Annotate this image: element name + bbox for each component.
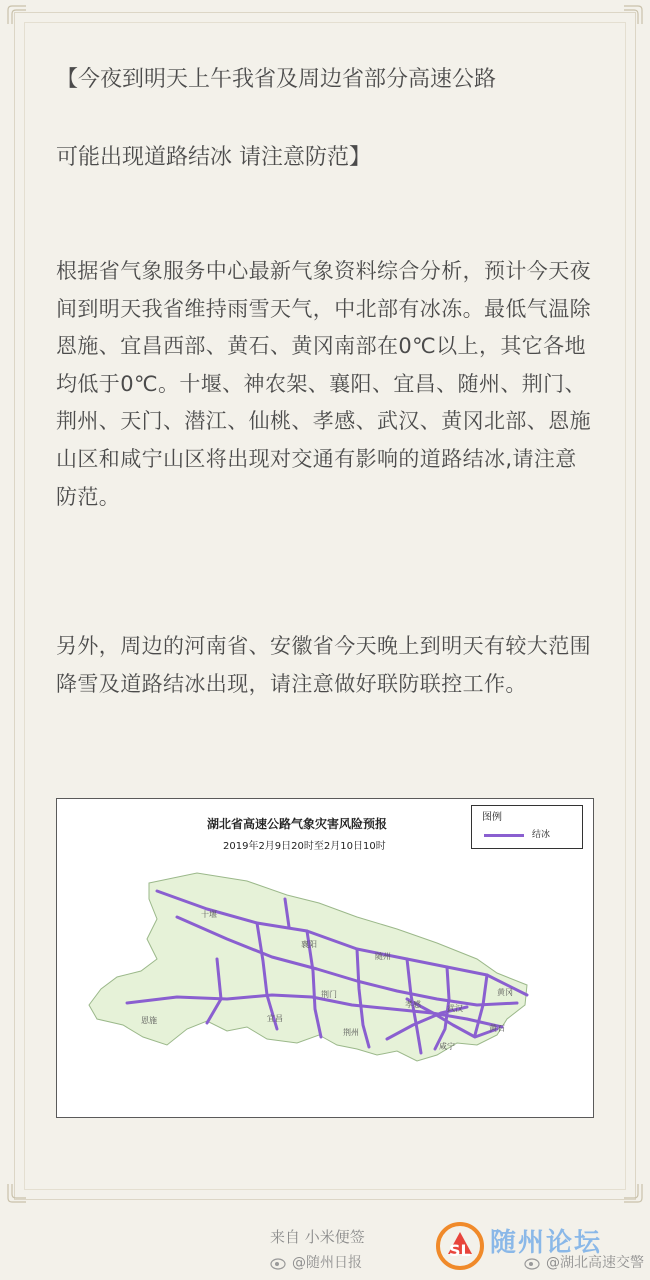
- map-city-label: 咸宁: [439, 1042, 455, 1051]
- map-subtitle: 2019年2月9日20时至2月10日10时: [223, 841, 386, 852]
- legend-title: 图例: [482, 812, 502, 823]
- map-city-label: 武汉: [447, 1004, 463, 1013]
- watermark-hubei-highway-police-text: @湖北高速交警: [546, 1255, 644, 1271]
- legend-icing-label: 结冰: [532, 830, 551, 840]
- map-city-label: 宜昌: [267, 1014, 283, 1023]
- map-city-label: 襄阳: [301, 940, 317, 949]
- headline-line-2: 可能出现道路结冰 请注意防范】: [56, 145, 371, 170]
- frame-corner-ornament: [622, 1182, 644, 1204]
- svg-text:SL: SL: [449, 1241, 471, 1260]
- map-city-label: 恩施: [141, 1016, 157, 1025]
- watermark-hubei-highway-police: [524, 1252, 644, 1272]
- frame-corner-ornament: [6, 4, 28, 26]
- frame-corner-ornament: [6, 1182, 28, 1204]
- watermark-suizhou-daily: [270, 1252, 362, 1272]
- body-paragraph-forecast: 根据省气象服务中心最新气象资料综合分析，预计今天夜间到明天我省维持雨雪天气，中北部有冰冻。最低气温除恩施、宜昌西部、黄石、黄冈南部在0℃以上，其它各地均低于0℃。十堰、神农架、襄阳、宜昌、随州、荆门、荆州、天门、潜江、仙桃、孝感、武汉、黄冈北部、恩施山区和咸宁山区将出现对交通有影响的道路结冰,请注意防范。: [56, 259, 591, 509]
- headline-line-1: 【今夜到明天上午我省及周边省部分高速公路: [56, 67, 497, 92]
- weibo-icon: [270, 1256, 288, 1270]
- frame-corner-ornament: [622, 4, 644, 26]
- body-paragraph-neighbor-provinces: 另外，周边的河南省、安徽省今天晚上到明天有较大范围降雪及道路结冰出现，请注意做好联防联控工作。: [56, 634, 591, 696]
- source-attribution: 来自 小米便签: [270, 1228, 365, 1246]
- map-city-label: 孝感: [405, 1000, 421, 1009]
- suizhou-forum-logo-icon: [434, 1220, 486, 1272]
- watermark-suizhou-daily-text: @随州日报: [292, 1255, 362, 1271]
- map-city-label: 荆门: [321, 990, 337, 999]
- weibo-icon: [524, 1256, 542, 1270]
- map-legend: [471, 805, 583, 849]
- map-city-label: 随州: [375, 952, 391, 961]
- legend-icing-swatch: [484, 834, 524, 837]
- map-title: 湖北省高速公路气象灾害风险预报: [207, 817, 388, 831]
- map-city-label: 十堰: [201, 910, 217, 919]
- road-icing-risk-map: [56, 798, 594, 1118]
- watermark-suizhou-forum: 随州论坛: [490, 1228, 603, 1258]
- map-city-label: 黄冈: [497, 988, 513, 997]
- map-city-label: 荆州: [343, 1028, 359, 1037]
- map-city-label: 黄石: [489, 1024, 505, 1033]
